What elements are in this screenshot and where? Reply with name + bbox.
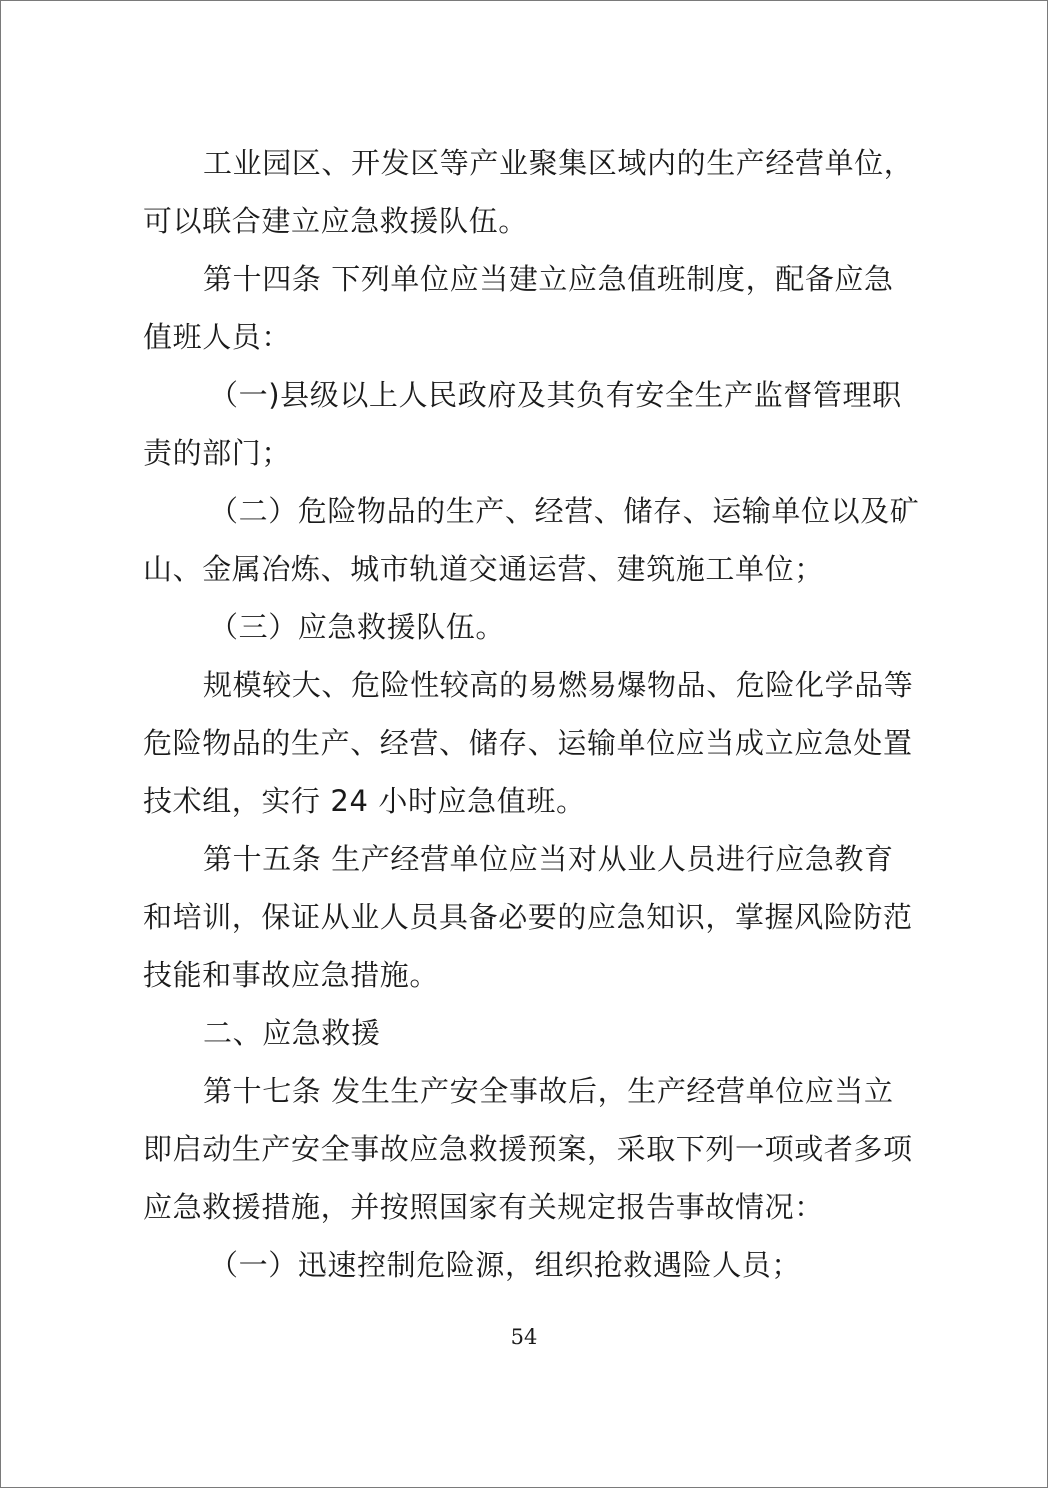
text-line: 值班人员： xyxy=(143,320,292,354)
page-number: 54 xyxy=(510,1325,538,1349)
article-17-heading: 第十七条 发生生产安全事故后，生产经营单位应当立 xyxy=(203,1074,894,1108)
text-line: 技能和事故应急措施。 xyxy=(143,958,440,992)
text-line: 即启动生产安全事故应急救援预案，采取下列一项或者多项 xyxy=(143,1132,913,1166)
text-line: 可以联合建立应急救援队伍。 xyxy=(143,204,528,238)
text-line: 应急救援措施，并按照国家有关规定报告事故情况： xyxy=(143,1190,824,1224)
text-line: 责的部门； xyxy=(143,436,292,470)
text-line: 工业园区、开发区等产业聚集区域内的生产经营单位， xyxy=(203,146,914,180)
text-line: 山、金属冶炼、城市轨道交通运营、建筑施工单位； xyxy=(143,552,824,586)
section-heading: 二、应急救援 xyxy=(203,1016,381,1050)
text-line: 技术组，实行 24 小时应急值班。 xyxy=(143,784,586,818)
article-15-heading: 第十五条 生产经营单位应当对从业人员进行应急教育 xyxy=(203,842,894,876)
list-item: （二）危险物品的生产、经营、储存、运输单位以及矿 xyxy=(209,494,920,528)
text-line: 危险物品的生产、经营、储存、运输单位应当成立应急处置 xyxy=(143,726,913,760)
article-14-heading: 第十四条 下列单位应当建立应急值班制度，配备应急 xyxy=(203,262,894,296)
list-item: （三）应急救援队伍。 xyxy=(209,610,506,644)
list-item: （一）迅速控制危险源，组织抢救遇险人员； xyxy=(209,1248,802,1282)
text-line: 和培训，保证从业人员具备必要的应急知识，掌握风险防范 xyxy=(143,900,913,934)
list-item: （一)县级以上人民政府及其负有安全生产监督管理职 xyxy=(209,378,902,412)
document-body xyxy=(143,134,920,1294)
text-line: 规模较大、危险性较高的易燃易爆物品、危险化学品等 xyxy=(203,668,914,702)
